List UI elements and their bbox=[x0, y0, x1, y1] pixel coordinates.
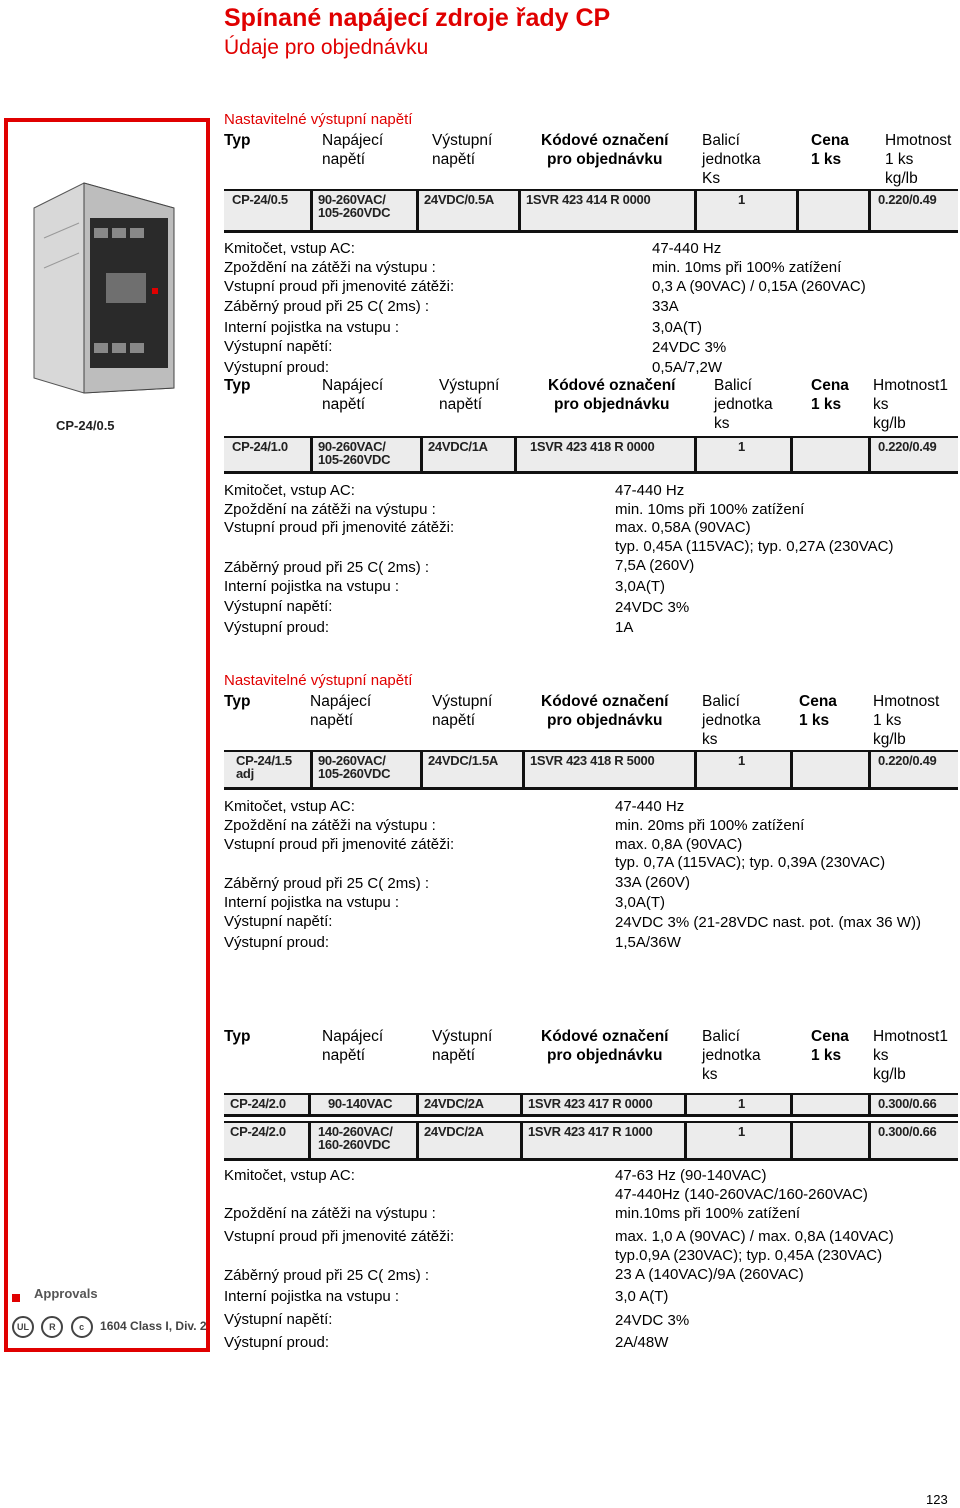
header-price: Cena 1 ks bbox=[811, 1028, 849, 1064]
spec-label: Kmitočet, vstup AC: bbox=[224, 798, 355, 815]
certification-marks bbox=[12, 1316, 207, 1338]
spec-label: Kmitočet, vstup AC: bbox=[224, 1167, 355, 1184]
section-heading: Nastavitelné výstupní napětí bbox=[224, 111, 413, 128]
header-weight: Hmotnost1 ks kg/lb bbox=[873, 1028, 948, 1083]
cell-typ: CP-24/2.0 bbox=[230, 1096, 286, 1111]
header-typ: Typ bbox=[224, 132, 251, 149]
table-row bbox=[224, 189, 958, 233]
cell-weight: 0.220/0.49 bbox=[878, 439, 937, 454]
ul-listed-icon: UL bbox=[12, 1316, 34, 1338]
cell-output: 24VDC/1A bbox=[428, 439, 488, 454]
spec-label: Výstupní proud: bbox=[224, 619, 330, 636]
cell-input: 90-260VAC/ 105-260VDC bbox=[318, 192, 391, 220]
spec-label: Výstupní napětí: bbox=[224, 598, 333, 615]
spec-value: 3,0 A(T) bbox=[615, 1288, 669, 1305]
spec-value: 33A (260V) bbox=[615, 874, 691, 891]
cell-input: 90-260VAC/ 105-260VDC bbox=[318, 753, 391, 781]
spec-value: 47-440 Hz bbox=[615, 798, 685, 815]
spec-value: typ.0,9A (230VAC); typ. 0,45A (230VAC) bbox=[615, 1247, 883, 1264]
header-typ: Typ bbox=[224, 377, 251, 394]
page-number: 123 bbox=[926, 1492, 948, 1507]
header-output: Výstupní napětí bbox=[432, 693, 493, 729]
spec-value: 47-63 Hz (90-140VAC) bbox=[615, 1167, 767, 1184]
spec-label: Výstupní proud: bbox=[224, 934, 330, 951]
header-price: Cena 1 ks bbox=[799, 693, 837, 729]
table-row bbox=[224, 750, 958, 790]
cell-output: 24VDC/1.5A bbox=[428, 753, 498, 768]
spec-value: 24VDC 3% bbox=[615, 599, 690, 616]
spec-label: Zpoždění na zátěži na výstupu : bbox=[224, 817, 436, 834]
spec-label: Kmitočet, vstup AC: bbox=[224, 240, 355, 257]
header-output: Výstupní napětí bbox=[432, 132, 493, 168]
device-label: CP-24/0.5 bbox=[56, 418, 115, 433]
spec-label: Zpoždění na zátěži na výstupu : bbox=[224, 501, 436, 518]
spec-label: Záběrný proud při 25 C( 2ms) : bbox=[224, 875, 430, 892]
spec-label: Záběrný proud při 25 C( 2ms) : bbox=[224, 1267, 430, 1284]
cell-output: 24VDC/2A bbox=[424, 1124, 484, 1139]
spec-label: Kmitočet, vstup AC: bbox=[224, 482, 355, 499]
spec-label: Interní pojistka na vstupu : bbox=[224, 319, 400, 336]
cell-unit: 1 bbox=[738, 192, 745, 207]
spec-value: 0,5A/7,2W bbox=[652, 359, 723, 376]
header-code: Kódové označení pro objednávku bbox=[541, 1028, 669, 1064]
spec-label: Interní pojistka na vstupu : bbox=[224, 1288, 400, 1305]
spec-value: 24VDC 3% bbox=[615, 1312, 690, 1329]
cell-code: 1SVR 423 417 R 0000 bbox=[528, 1096, 653, 1111]
cell-typ: CP-24/1.5 adj bbox=[236, 753, 292, 781]
spec-value: 3,0A(T) bbox=[652, 319, 703, 336]
cell-code: 1SVR 423 417 R 1000 bbox=[528, 1124, 653, 1139]
header-price: Cena 1 ks bbox=[811, 377, 849, 413]
spec-value: 0,3 A (90VAC) / 0,15A (260VAC) bbox=[652, 278, 866, 295]
spec-value: 2A/48W bbox=[615, 1334, 669, 1351]
page-title: Spínané napájecí zdroje řady CP bbox=[224, 4, 611, 32]
cell-weight: 0.220/0.49 bbox=[878, 753, 937, 768]
spec-label: Výstupní napětí: bbox=[224, 1311, 333, 1328]
approvals-label: Approvals bbox=[34, 1286, 98, 1301]
cell-output: 24VDC/2A bbox=[424, 1096, 484, 1111]
cell-code: 1SVR 423 414 R 0000 bbox=[526, 192, 651, 207]
certification-text: 1604 Class I, Div. 2 bbox=[100, 1319, 207, 1333]
spec-label: Vstupní proud při jmenovité zátěži: bbox=[224, 278, 455, 295]
device-image bbox=[24, 178, 180, 398]
spec-value: max. 1,0 A (90VAC) / max. 0,8A (140VAC) bbox=[615, 1228, 894, 1245]
spec-value: min. 10ms při 100% zatížení bbox=[652, 259, 842, 276]
section-heading: Nastavitelné výstupní napětí bbox=[224, 672, 413, 689]
cell-weight: 0.300/0.66 bbox=[878, 1124, 937, 1139]
spec-label: Vstupní proud při jmenovité zátěži: bbox=[224, 519, 455, 536]
spec-value: typ. 0,45A (115VAC); typ. 0,27A (230VAC) bbox=[615, 538, 894, 555]
cell-output: 24VDC/0.5A bbox=[424, 192, 494, 207]
spec-value: min.10ms při 100% zatížení bbox=[615, 1205, 801, 1222]
spec-label: Záběrný proud při 25 C( 2ms) : bbox=[224, 559, 430, 576]
spec-label: Interní pojistka na vstupu : bbox=[224, 578, 400, 595]
spec-value: 3,0A(T) bbox=[615, 894, 666, 911]
cell-typ: CP-24/0.5 bbox=[232, 192, 288, 207]
header-code: Kódové označení pro objednávku bbox=[548, 377, 676, 413]
spec-label: Vstupní proud při jmenovité zátěži: bbox=[224, 1228, 455, 1245]
header-input: Napájecí napětí bbox=[322, 1028, 384, 1064]
ul-recognized-icon: R bbox=[41, 1316, 63, 1338]
spec-value: max. 0,8A (90VAC) bbox=[615, 836, 743, 853]
spec-value: 33A bbox=[652, 298, 679, 315]
cell-input: 140-260VAC/ 160-260VDC bbox=[318, 1124, 393, 1152]
spec-value: min. 20ms při 100% zatížení bbox=[615, 817, 805, 834]
header-typ: Typ bbox=[224, 693, 251, 710]
spec-label: Vstupní proud při jmenovité zátěži: bbox=[224, 836, 455, 853]
spec-value: min. 10ms při 100% zatížení bbox=[615, 501, 805, 518]
spec-label: Výstupní napětí: bbox=[224, 913, 333, 930]
cell-input: 90-140VAC bbox=[328, 1096, 393, 1111]
cell-unit: 1 bbox=[738, 753, 745, 768]
header-price: Cena 1 ks bbox=[811, 132, 849, 168]
cell-input: 90-260VAC/ 105-260VDC bbox=[318, 439, 391, 467]
table-row bbox=[224, 1093, 958, 1117]
spec-label: Zpoždění na zátěži na výstupu : bbox=[224, 1205, 436, 1222]
page-subtitle: Údaje pro objednávku bbox=[224, 36, 429, 59]
cell-code: 1SVR 423 418 R 0000 bbox=[530, 439, 655, 454]
header-input: Napájecí napětí bbox=[322, 132, 384, 168]
header-weight: Hmotnost1 ks kg/lb bbox=[873, 377, 948, 432]
spec-value: 3,0A(T) bbox=[615, 578, 666, 595]
header-code: Kódové označení pro objednávku bbox=[541, 132, 669, 168]
spec-value: 7,5A (260V) bbox=[615, 557, 695, 574]
cell-unit: 1 bbox=[738, 439, 745, 454]
spec-value: 47-440 Hz bbox=[652, 240, 722, 257]
spec-label: Záběrný proud při 25 C( 2ms) : bbox=[224, 298, 430, 315]
ul-certified-icon: c bbox=[71, 1316, 93, 1338]
header-output: Výstupní napětí bbox=[432, 1028, 493, 1064]
header-code: Kódové označení pro objednávku bbox=[541, 693, 669, 729]
cell-typ: CP-24/1.0 bbox=[232, 439, 288, 454]
spec-label: Výstupní proud: bbox=[224, 1334, 330, 1351]
spec-value: 24VDC 3% (21-28VDC nast. pot. (max 36 W)) bbox=[615, 914, 921, 931]
header-weight: Hmotnost 1 ks kg/lb bbox=[873, 693, 940, 748]
header-unit: Balicí jednotka Ks bbox=[702, 132, 761, 187]
spec-value: 24VDC 3% bbox=[652, 339, 727, 356]
spec-value: 47-440Hz (140-260VAC/160-260VAC) bbox=[615, 1186, 868, 1203]
spec-label: Zpoždění na zátěži na výstupu : bbox=[224, 259, 436, 276]
bullet-icon bbox=[12, 1294, 20, 1302]
header-unit: Balicí jednotka ks bbox=[702, 693, 761, 748]
spec-value: 47-440 Hz bbox=[615, 482, 685, 499]
spec-label: Interní pojistka na vstupu : bbox=[224, 894, 400, 911]
header-weight: Hmotnost 1 ks kg/lb bbox=[885, 132, 952, 187]
spec-value: max. 0,58A (90VAC) bbox=[615, 519, 751, 536]
spec-label: Výstupní proud: bbox=[224, 359, 330, 376]
table-row bbox=[224, 436, 958, 474]
header-input: Napájecí napětí bbox=[310, 693, 372, 729]
header-unit: Balicí jednotka ks bbox=[714, 377, 773, 432]
spec-value: 1,5A/36W bbox=[615, 934, 681, 951]
header-typ: Typ bbox=[224, 1028, 251, 1045]
table-row bbox=[224, 1121, 958, 1161]
header-input: Napájecí napětí bbox=[322, 377, 384, 413]
cell-code: 1SVR 423 418 R 5000 bbox=[530, 753, 655, 768]
header-unit: Balicí jednotka ks bbox=[702, 1028, 761, 1083]
spec-value: typ. 0,7A (115VAC); typ. 0,39A (230VAC) bbox=[615, 854, 886, 871]
spec-label: Výstupní napětí: bbox=[224, 338, 333, 355]
cell-weight: 0.220/0.49 bbox=[878, 192, 937, 207]
cell-typ: CP-24/2.0 bbox=[230, 1124, 286, 1139]
header-output: Výstupní napětí bbox=[439, 377, 500, 413]
cell-unit: 1 bbox=[738, 1124, 745, 1139]
spec-value: 23 A (140VAC)/9A (260VAC) bbox=[615, 1266, 804, 1283]
cell-unit: 1 bbox=[738, 1096, 745, 1111]
spec-value: 1A bbox=[615, 619, 634, 636]
cell-weight: 0.300/0.66 bbox=[878, 1096, 937, 1111]
